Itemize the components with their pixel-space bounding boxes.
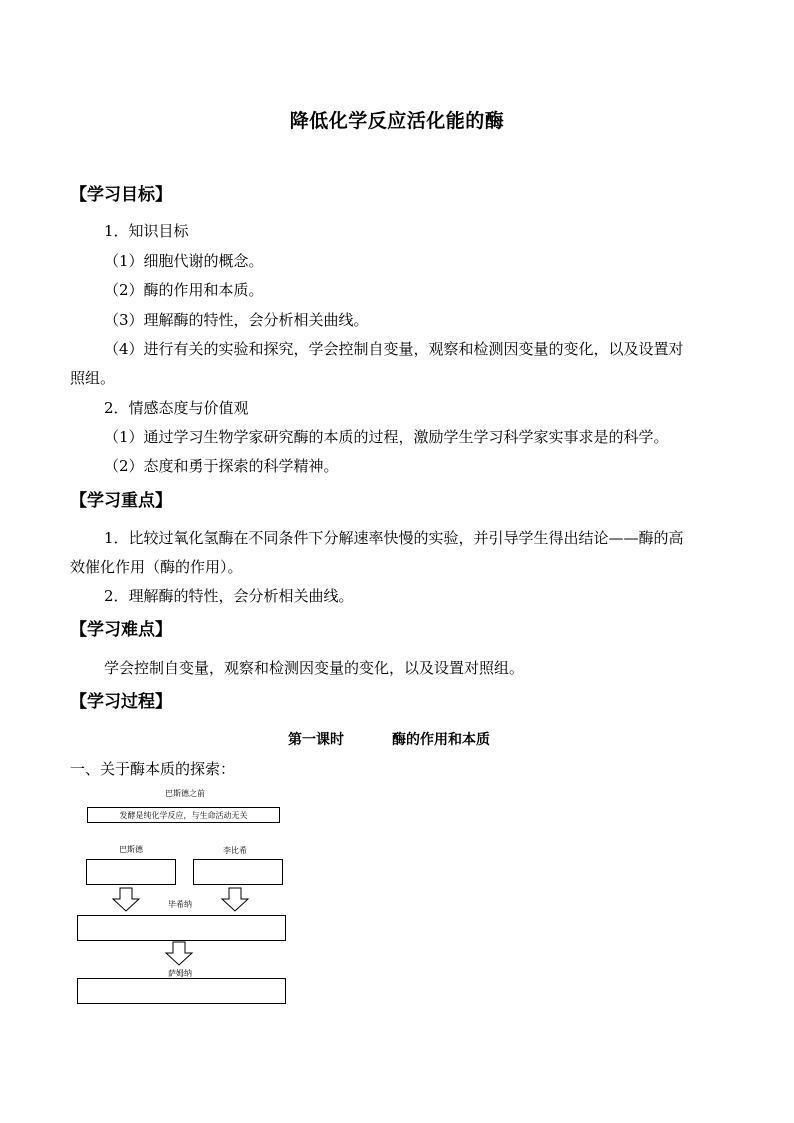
diagram-bottom-box <box>77 978 286 1004</box>
diagram-middle-label: 毕希纳 <box>168 900 192 909</box>
knowledge-item-continued: 照组。 <box>70 369 116 387</box>
emotion-item: （2）态度和勇于探索的科学精神。 <box>104 457 339 475</box>
difficulty-text: 学会控制自变量，观察和检测因变量的变化，以及设置对照组。 <box>104 659 525 677</box>
diagram-top-box-text: 发酵是纯化学反应，与生命活动无关 <box>119 811 248 820</box>
diagram-right-label: 李比希 <box>223 846 247 855</box>
diagram-bottom-label: 萨姆纳 <box>168 969 192 978</box>
down-arrow-icon <box>166 942 192 965</box>
key-point-item: 1．比较过氧化氢酶在不同条件下分解速率快慢的实验，并引导学生得出结论——酶的高 <box>104 529 684 547</box>
down-arrow-icon <box>222 888 248 911</box>
knowledge-item: （1）细胞代谢的概念。 <box>104 252 264 270</box>
diagram-left-label: 巴斯德 <box>119 845 143 854</box>
knowledge-item: （2）酶的作用和本质。 <box>104 281 264 299</box>
page-title: 降低化学反应活化能的酶 <box>289 110 505 132</box>
down-arrow-icon <box>113 888 139 911</box>
emotion-item: （1）通过学习生物学家研究酶的本质的过程，激励学生学习科学家实事求是的科学。 <box>104 428 669 446</box>
section-heading-key-points: 【学习重点】 <box>70 491 172 511</box>
knowledge-heading: 1．知识目标 <box>104 222 189 240</box>
knowledge-item: （4）进行有关的实验和探究，学会控制自变量，观察和检测因变量的变化，以及设置对 <box>104 340 684 358</box>
key-point-item: 2．理解酶的特性，会分析相关曲线。 <box>104 587 354 605</box>
section-heading-difficulties: 【学习难点】 <box>70 620 172 640</box>
section-heading-process: 【学习过程】 <box>70 692 172 712</box>
diagram-top-label: 巴斯德之前 <box>165 789 205 798</box>
lesson-heading <box>288 729 490 749</box>
emotion-heading: 2．情感态度与价值观 <box>104 399 249 417</box>
knowledge-item: （3）理解酶的特性，会分析相关曲线。 <box>104 311 369 329</box>
diagram-middle-box <box>77 915 286 941</box>
key-point-item-continued: 效催化作用（酶的作用）。 <box>70 558 243 576</box>
lesson-title: 酶的作用和本质 <box>392 732 490 748</box>
enzyme-history-diagram <box>70 788 300 1013</box>
lesson-label: 第一课时 <box>288 732 344 748</box>
part-one-heading: 一、关于酶本质的探索： <box>70 760 236 778</box>
section-heading-objectives: 【学习目标】 <box>70 185 172 205</box>
